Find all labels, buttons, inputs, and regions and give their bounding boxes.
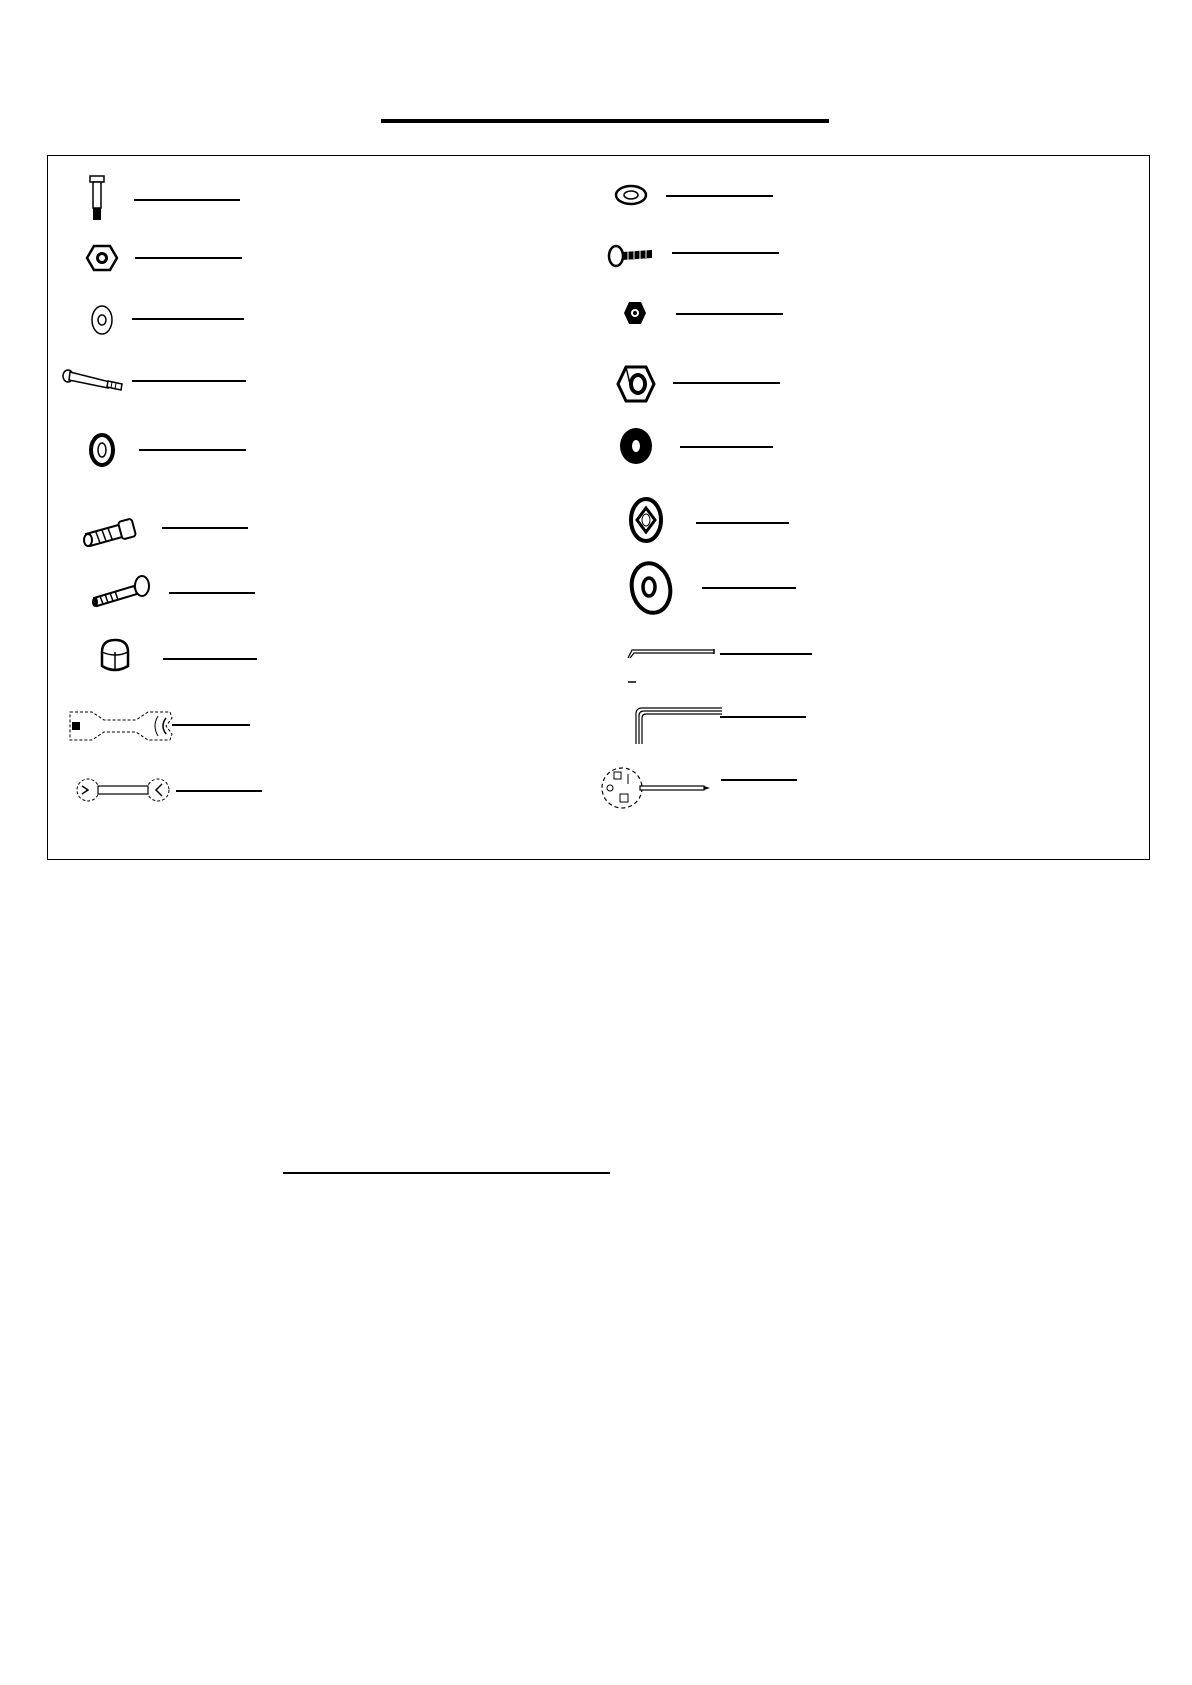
page-title-underline [381, 119, 829, 123]
carriage-bolt-icon [90, 574, 152, 610]
toothed-washer-icon [628, 496, 664, 544]
axle-bolt-icon [62, 368, 124, 394]
cap-nut-icon [96, 638, 134, 676]
spring-washer-icon [88, 432, 116, 468]
allen-key-small-icon [624, 644, 716, 684]
lock-nut-icon [616, 364, 656, 404]
socket-bolt-icon [82, 518, 138, 548]
small-washer-icon [614, 184, 648, 206]
open-wrench-icon [74, 772, 172, 808]
flat-washer-icon [90, 304, 114, 336]
large-washer-icon [628, 560, 674, 616]
allen-key-icon [630, 704, 724, 746]
small-nut-icon [623, 300, 647, 326]
black-washer-icon [618, 426, 654, 466]
section-title-underline [283, 1172, 610, 1174]
spanner-icon [68, 708, 174, 744]
round-head-bolt-icon [606, 242, 656, 270]
multi-wrench-icon [600, 764, 712, 812]
long-bolt-icon [85, 174, 109, 222]
hardware-box [47, 155, 1150, 860]
hex-nut-icon [86, 244, 118, 272]
